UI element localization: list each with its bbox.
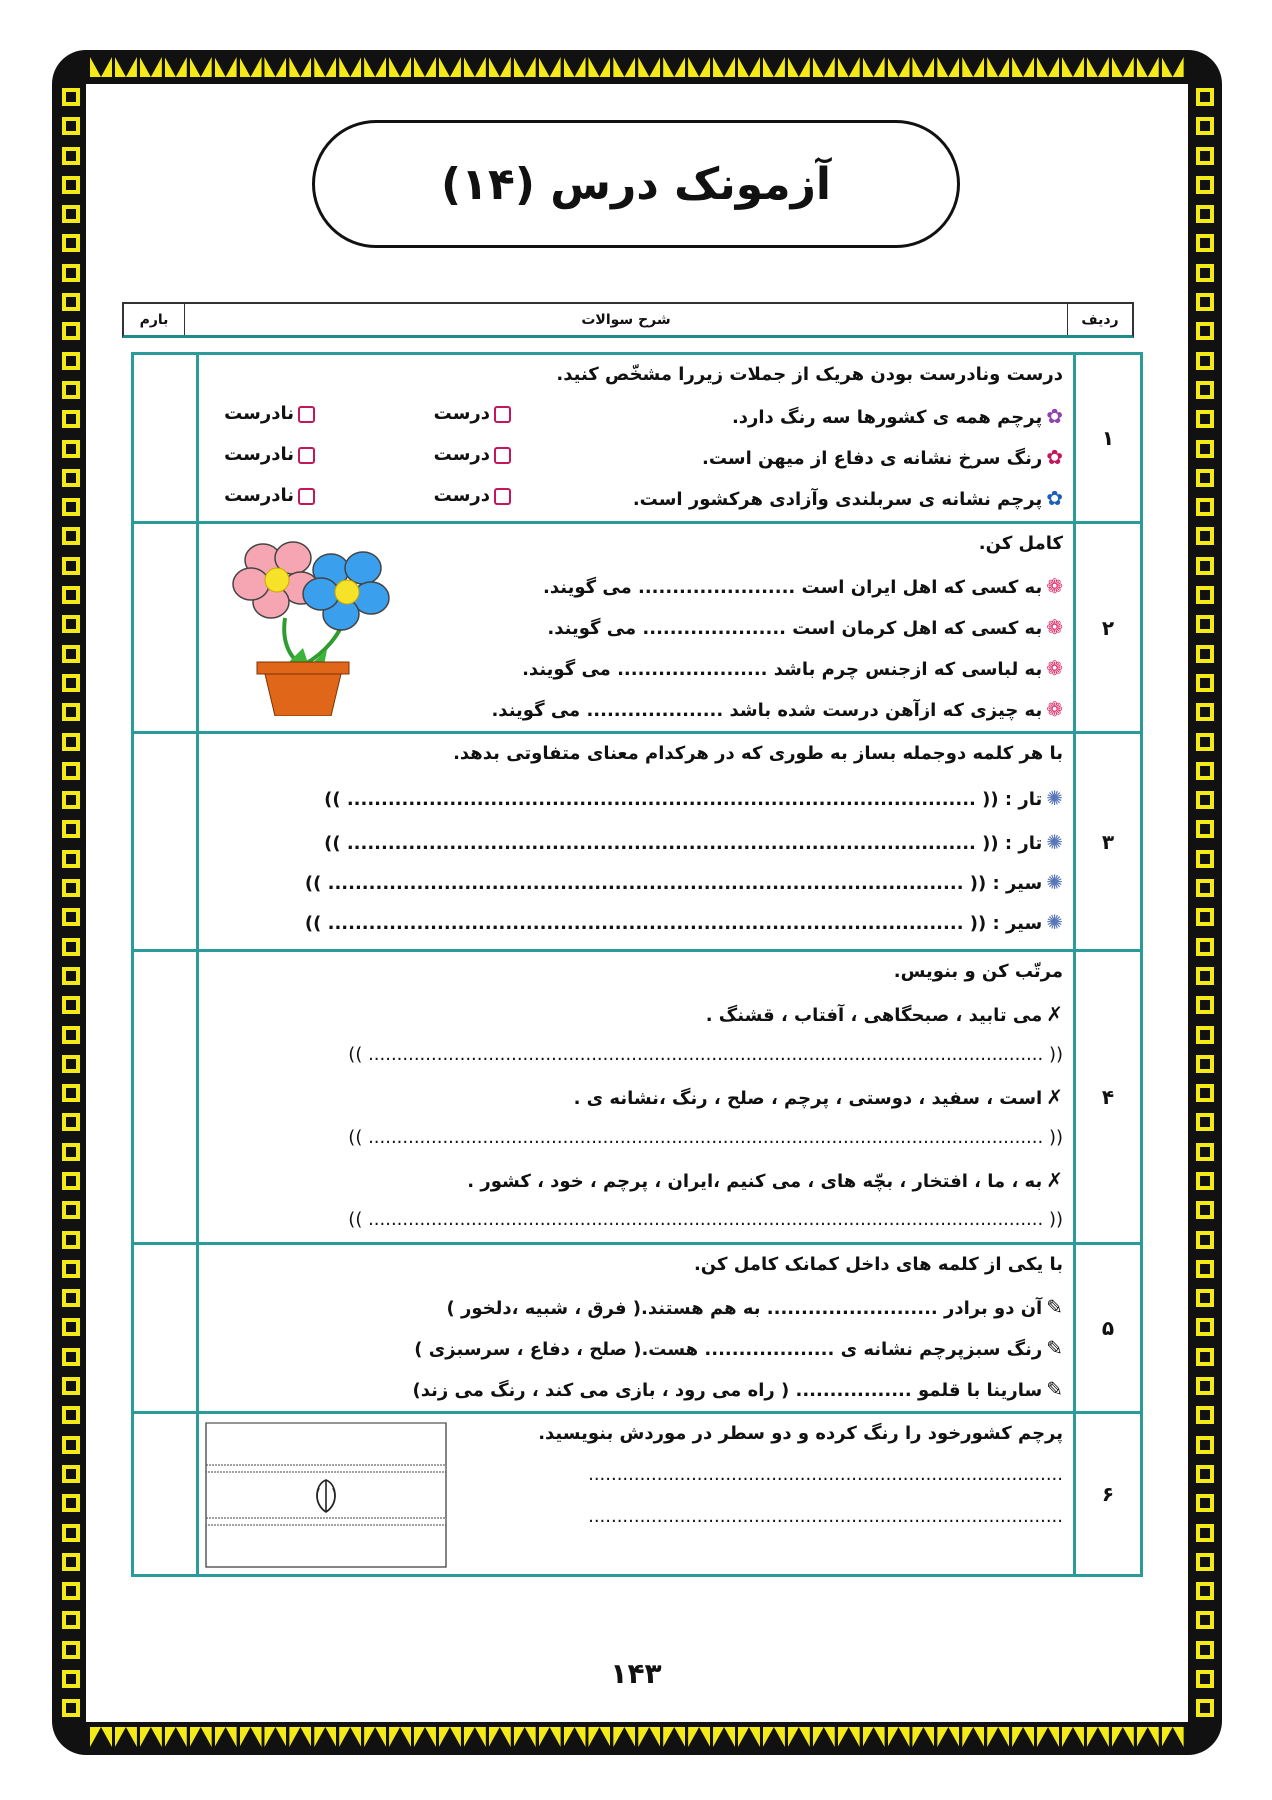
border-ornament xyxy=(62,1494,80,1512)
quiz-title-box xyxy=(312,120,960,248)
border-ornament xyxy=(738,1727,760,1747)
question-body xyxy=(198,1244,1075,1413)
score-cell xyxy=(133,523,198,733)
border-ornament xyxy=(62,469,80,487)
answer-line[interactable]: (( ...................................................................................................................... )) xyxy=(348,1127,1063,1148)
butterfly-icon: ✗ xyxy=(1046,1002,1063,1026)
border-ornament xyxy=(763,1727,785,1747)
border-ornament xyxy=(62,1582,80,1600)
list-item: ✗به ، ما ، افتخار ، بچّه های ، می کنیم ،ایران ، پرچم ، خود ، کشور . xyxy=(467,1168,1063,1192)
pencil-icon: ✎ xyxy=(1046,1336,1063,1360)
border-ornament xyxy=(190,57,212,77)
border-ornament xyxy=(1196,1611,1214,1629)
border-ornament xyxy=(1087,57,1109,77)
true-checkbox[interactable]: درست xyxy=(434,485,511,506)
border-ornament xyxy=(1196,938,1214,956)
score-cell xyxy=(133,354,198,523)
question-instruction: با یکی از کلمه های داخل کمانک کامل کن. xyxy=(693,1254,1063,1275)
quiz-title: آزمونک درس (۱۴) xyxy=(440,158,831,210)
rosette-icon: ✺ xyxy=(1046,910,1063,934)
border-ornament xyxy=(1196,205,1214,223)
border-ornament xyxy=(1196,1377,1214,1395)
answer-line[interactable]: ................................................................................... xyxy=(588,1464,1063,1485)
list-item: ✗است ، سفید ، دوستی ، پرچم ، صلح ، رنگ ،نشانه ی . xyxy=(573,1085,1063,1109)
border-ornament xyxy=(1196,1348,1214,1366)
border-ornament xyxy=(414,1727,436,1747)
border-ornament xyxy=(62,440,80,458)
border-ornament xyxy=(62,938,80,956)
question-instruction: با هر کلمه دوجمله بساز به طوری که در هرکدام معنای متفاوتی بدهد. xyxy=(453,743,1063,764)
border-ornament xyxy=(1196,1289,1214,1307)
border-ornament xyxy=(564,1727,586,1747)
question-row-4 xyxy=(133,951,1142,1244)
border-ornament xyxy=(863,1727,885,1747)
border-ornament xyxy=(489,57,511,77)
border-ornament xyxy=(62,1553,80,1571)
pencil-icon: ✎ xyxy=(1046,1295,1063,1319)
flower-pot-illustration xyxy=(223,536,393,716)
border-ornament xyxy=(912,1727,934,1747)
question-row-2 xyxy=(133,523,1142,733)
border-ornament xyxy=(62,1231,80,1249)
border-ornament xyxy=(613,1727,635,1747)
border-ornament xyxy=(1196,967,1214,985)
question-body xyxy=(198,523,1075,733)
question-instruction: کامل کن. xyxy=(978,533,1063,554)
border-ornament xyxy=(190,1727,212,1747)
border-ornament xyxy=(813,57,835,77)
rosette-icon: ✺ xyxy=(1046,870,1063,894)
border-ornament xyxy=(389,1727,411,1747)
border-ornament xyxy=(264,57,286,77)
answer-line[interactable]: (( ...................................................................................................................... )) xyxy=(348,1044,1063,1065)
border-ornament xyxy=(1196,1465,1214,1483)
border-ornament xyxy=(339,57,361,77)
header-description: شرح سوالات xyxy=(184,304,1067,335)
border-ornament xyxy=(1196,850,1214,868)
border-ornament xyxy=(1196,264,1214,282)
border-ornament xyxy=(62,1143,80,1161)
list-item: ✺تار : (( ............................................................................................ )) xyxy=(324,786,1063,810)
border-ornament xyxy=(264,1727,286,1747)
border-ornament xyxy=(314,57,336,77)
border-ornament xyxy=(1196,791,1214,809)
border-ornament xyxy=(1196,703,1214,721)
border-ornament xyxy=(240,1727,262,1747)
list-item: ✺تار : (( ............................................................................................ )) xyxy=(324,830,1063,854)
border-ornament xyxy=(663,1727,685,1747)
border-ornament xyxy=(62,733,80,751)
border-ornament xyxy=(1196,322,1214,340)
border-ornament xyxy=(464,1727,486,1747)
border-ornament xyxy=(464,57,486,77)
border-ornament xyxy=(514,1727,536,1747)
list-item: ❁به لباسی که ازجنس چرم باشد ...................... می گویند. xyxy=(522,656,1063,680)
border-ornament xyxy=(1196,733,1214,751)
border-ornament xyxy=(613,57,635,77)
question-number: ۴ xyxy=(1075,951,1142,1244)
border-ornament xyxy=(1196,176,1214,194)
flower-icon: ✿ xyxy=(1046,404,1063,428)
question-number: ۲ xyxy=(1075,523,1142,733)
border-ornament xyxy=(1012,1727,1034,1747)
score-cell xyxy=(133,951,198,1244)
border-ornament xyxy=(1196,469,1214,487)
list-item: ✺سیر : (( ............................................................................................. )) xyxy=(304,910,1063,934)
border-ornament xyxy=(62,1172,80,1190)
border-ornament xyxy=(713,1727,735,1747)
answer-line[interactable]: (( ...................................................................................................................... )) xyxy=(348,1209,1063,1230)
question-row-1 xyxy=(133,354,1142,523)
answer-line[interactable]: ................................................................................... xyxy=(588,1506,1063,1527)
border-ornament xyxy=(1196,1172,1214,1190)
question-instruction: درست ونادرست بودن هریک از جملات زیررا مشخّص کنید. xyxy=(556,364,1063,385)
border-ornament xyxy=(289,57,311,77)
border-ornament xyxy=(1137,1727,1159,1747)
list-item: ✎آن دو برادر ......................... به هم هستند.( فرق ، شبیه ،دلخور ) xyxy=(446,1295,1063,1319)
border-ornament xyxy=(364,57,386,77)
border-ornament xyxy=(813,1727,835,1747)
border-ornament xyxy=(62,908,80,926)
border-ornament xyxy=(62,615,80,633)
question-number: ۱ xyxy=(1075,354,1142,523)
question-instruction: مرتّب کن و بنویس. xyxy=(893,961,1063,982)
question-number: ۶ xyxy=(1075,1413,1142,1576)
border-ornament xyxy=(140,57,162,77)
border-ornament xyxy=(165,1727,187,1747)
border-ornament xyxy=(1062,57,1084,77)
border-ornament xyxy=(364,1727,386,1747)
border-ornament xyxy=(62,1348,80,1366)
question-row-6 xyxy=(133,1413,1142,1576)
iran-flag-outline xyxy=(205,1422,447,1568)
questions-table xyxy=(131,352,1143,1577)
border-ornament xyxy=(1196,996,1214,1014)
flower-icon: ❁ xyxy=(1046,615,1063,639)
border-ornament xyxy=(1037,57,1059,77)
pencil-icon: ✎ xyxy=(1046,1377,1063,1401)
border-ornament xyxy=(1196,674,1214,692)
border-ornament xyxy=(838,57,860,77)
border-ornament xyxy=(62,1113,80,1131)
border-ornament xyxy=(439,1727,461,1747)
border-ornament xyxy=(1196,1318,1214,1336)
border-ornament xyxy=(788,57,810,77)
border-ornament xyxy=(688,57,710,77)
border-ornament xyxy=(62,1260,80,1278)
list-item: ❁به کسی که اهل کرمان است ..................... می گویند. xyxy=(547,615,1063,639)
top-border-pattern xyxy=(86,52,1188,82)
rosette-icon: ✺ xyxy=(1046,830,1063,854)
border-ornament xyxy=(564,57,586,77)
border-ornament xyxy=(1196,1084,1214,1102)
score-cell xyxy=(133,1244,198,1413)
border-ornament xyxy=(62,820,80,838)
border-ornament xyxy=(1196,908,1214,926)
border-ornament xyxy=(215,57,237,77)
border-ornament xyxy=(62,1201,80,1219)
border-ornament xyxy=(62,996,80,1014)
page-number: ۱۴۳ xyxy=(610,1657,662,1690)
list-item: ✺سیر : (( ............................................................................................. )) xyxy=(304,870,1063,894)
false-checkbox[interactable]: نادرست xyxy=(224,485,315,506)
border-ornament xyxy=(62,147,80,165)
border-ornament xyxy=(62,1699,80,1717)
border-ornament xyxy=(62,117,80,135)
border-ornament xyxy=(62,1026,80,1044)
border-ornament xyxy=(912,57,934,77)
list-item: ❁به چیزی که ازآهن درست شده باشد .................... می گویند. xyxy=(491,697,1063,721)
border-ornament xyxy=(1196,147,1214,165)
border-ornament xyxy=(588,1727,610,1747)
true-checkbox[interactable]: درست xyxy=(434,444,511,465)
false-checkbox[interactable]: نادرست xyxy=(224,403,315,424)
border-ornament xyxy=(962,57,984,77)
border-ornament xyxy=(1112,57,1134,77)
score-cell xyxy=(133,1413,198,1576)
list-item: ❁به کسی که اهل ایران است ....................... می گویند. xyxy=(543,574,1063,598)
border-ornament xyxy=(489,1727,511,1747)
butterfly-icon: ✗ xyxy=(1046,1168,1063,1192)
border-ornament xyxy=(1196,352,1214,370)
border-ornament xyxy=(638,1727,660,1747)
flower-icon: ✿ xyxy=(1046,445,1063,469)
rosette-icon: ✺ xyxy=(1046,786,1063,810)
border-ornament xyxy=(1196,1143,1214,1161)
border-ornament xyxy=(987,57,1009,77)
border-ornament xyxy=(62,850,80,868)
border-ornament xyxy=(62,1406,80,1424)
border-ornament xyxy=(62,703,80,721)
border-ornament xyxy=(788,1727,810,1747)
border-ornament xyxy=(62,264,80,282)
border-ornament xyxy=(1037,1727,1059,1747)
border-ornament xyxy=(1196,557,1214,575)
border-ornament xyxy=(62,1084,80,1102)
border-ornament xyxy=(140,1727,162,1747)
border-ornament xyxy=(115,57,137,77)
border-ornament xyxy=(1196,762,1214,780)
border-ornament xyxy=(1196,498,1214,516)
border-ornament xyxy=(638,57,660,77)
border-ornament xyxy=(62,205,80,223)
border-ornament xyxy=(62,1436,80,1454)
border-ornament xyxy=(713,57,735,77)
border-ornament xyxy=(62,967,80,985)
question-number: ۳ xyxy=(1075,733,1142,951)
border-ornament xyxy=(1196,381,1214,399)
border-ornament xyxy=(62,762,80,780)
border-ornament xyxy=(215,1727,237,1747)
list-item: ✿پرچم همه ی کشورها سه رنگ دارد. xyxy=(731,404,1063,428)
border-ornament xyxy=(62,879,80,897)
border-ornament xyxy=(1196,879,1214,897)
table-header xyxy=(122,302,1134,338)
border-ornament xyxy=(62,381,80,399)
border-ornament xyxy=(439,57,461,77)
border-ornament xyxy=(539,57,561,77)
border-ornament xyxy=(1196,1260,1214,1278)
border-ornament xyxy=(1162,57,1184,77)
border-ornament xyxy=(1196,1231,1214,1249)
border-ornament xyxy=(314,1727,336,1747)
border-ornament xyxy=(863,57,885,77)
left-border-pattern xyxy=(56,84,86,1722)
border-ornament xyxy=(414,57,436,77)
border-ornament xyxy=(1196,1553,1214,1571)
border-ornament xyxy=(888,57,910,77)
question-body xyxy=(198,951,1075,1244)
border-ornament xyxy=(1196,1026,1214,1044)
border-ornament xyxy=(514,57,536,77)
right-border-pattern xyxy=(1190,84,1220,1722)
border-ornament xyxy=(62,293,80,311)
border-ornament xyxy=(62,234,80,252)
border-ornament xyxy=(62,1055,80,1073)
question-body xyxy=(198,354,1075,523)
flower-icon: ❁ xyxy=(1046,697,1063,721)
list-item: ✎رنگ سبزپرچم نشانه ی ................... هست.( صلح ، دفاع ، سرسبزی ) xyxy=(414,1336,1063,1360)
border-ornament xyxy=(688,1727,710,1747)
list-item: ✿رنگ سرخ نشانه ی دفاع از میهن است. xyxy=(701,445,1063,469)
border-ornament xyxy=(1196,234,1214,252)
border-ornament xyxy=(1012,57,1034,77)
border-ornament xyxy=(1196,586,1214,604)
header-row-number: ردیف xyxy=(1067,304,1132,335)
border-ornament xyxy=(763,57,785,77)
border-ornament xyxy=(1196,1406,1214,1424)
border-ornament xyxy=(937,1727,959,1747)
border-ornament xyxy=(1196,1113,1214,1131)
border-ornament xyxy=(115,1727,137,1747)
border-ornament xyxy=(1196,1436,1214,1454)
border-ornament xyxy=(289,1727,311,1747)
border-ornament xyxy=(1062,1727,1084,1747)
list-item: ✗می تابید ، صبحگاهی ، آفتاب ، قشنگ . xyxy=(705,1002,1063,1026)
border-ornament xyxy=(389,57,411,77)
border-ornament xyxy=(90,57,112,77)
border-ornament xyxy=(240,57,262,77)
border-ornament xyxy=(62,322,80,340)
border-ornament xyxy=(1196,645,1214,663)
true-checkbox[interactable]: درست xyxy=(434,403,511,424)
border-ornament xyxy=(937,57,959,77)
border-ornament xyxy=(1196,615,1214,633)
false-checkbox[interactable]: نادرست xyxy=(224,444,315,465)
border-ornament xyxy=(62,1318,80,1336)
border-ornament xyxy=(62,1524,80,1542)
border-ornament xyxy=(539,1727,561,1747)
border-ornament xyxy=(1196,1055,1214,1073)
border-ornament xyxy=(62,791,80,809)
border-ornament xyxy=(62,1377,80,1395)
border-ornament xyxy=(1196,527,1214,545)
border-ornament xyxy=(1196,117,1214,135)
border-ornament xyxy=(62,645,80,663)
border-ornament xyxy=(62,88,80,106)
question-row-3 xyxy=(133,733,1142,951)
border-ornament xyxy=(1196,88,1214,106)
border-ornament xyxy=(1196,820,1214,838)
score-cell xyxy=(133,733,198,951)
border-ornament xyxy=(62,498,80,516)
border-ornament xyxy=(1087,1727,1109,1747)
border-ornament xyxy=(888,1727,910,1747)
border-ornament xyxy=(588,57,610,77)
border-ornament xyxy=(1112,1727,1134,1747)
border-ornament xyxy=(1137,57,1159,77)
bottom-border-pattern xyxy=(86,1722,1188,1752)
border-ornament xyxy=(62,586,80,604)
border-ornament xyxy=(62,527,80,545)
border-ornament xyxy=(62,410,80,428)
butterfly-icon: ✗ xyxy=(1046,1085,1063,1109)
border-ornament xyxy=(62,1611,80,1629)
border-ornament xyxy=(62,352,80,370)
list-item: ✿پرچم نشانه ی سربلندی وآزادی هرکشور است. xyxy=(632,486,1063,510)
header-score: بارم xyxy=(139,311,169,328)
border-ornament xyxy=(90,1727,112,1747)
border-ornament xyxy=(838,1727,860,1747)
flower-icon: ❁ xyxy=(1046,574,1063,598)
border-ornament xyxy=(1196,440,1214,458)
border-ornament xyxy=(1196,1201,1214,1219)
border-ornament xyxy=(1196,293,1214,311)
border-ornament xyxy=(1162,1727,1184,1747)
border-ornament xyxy=(738,57,760,77)
border-ornament xyxy=(1196,1582,1214,1600)
list-item: ✎سارینا با قلمو ................. ( راه می رود ، بازی می کند ، رنگ می زند) xyxy=(412,1377,1063,1401)
border-ornament xyxy=(962,1727,984,1747)
border-ornament xyxy=(62,176,80,194)
border-ornament xyxy=(62,674,80,692)
border-ornament xyxy=(165,57,187,77)
border-ornament xyxy=(1196,410,1214,428)
border-ornament xyxy=(1196,1699,1214,1717)
question-number: ۵ xyxy=(1075,1244,1142,1413)
question-instruction: پرچم کشورخود را رنگ کرده و دو سطر در موردش بنویسید. xyxy=(538,1423,1063,1444)
border-ornament xyxy=(1196,1494,1214,1512)
flower-icon: ✿ xyxy=(1046,486,1063,510)
border-ornament xyxy=(62,1465,80,1483)
question-body xyxy=(198,733,1075,951)
border-ornament xyxy=(62,557,80,575)
border-ornament xyxy=(62,1289,80,1307)
flower-icon: ❁ xyxy=(1046,656,1063,680)
question-body xyxy=(198,1413,1075,1576)
border-ornament xyxy=(987,1727,1009,1747)
border-ornament xyxy=(663,57,685,77)
border-ornament xyxy=(1196,1524,1214,1542)
question-row-5 xyxy=(133,1244,1142,1413)
border-ornament xyxy=(339,1727,361,1747)
